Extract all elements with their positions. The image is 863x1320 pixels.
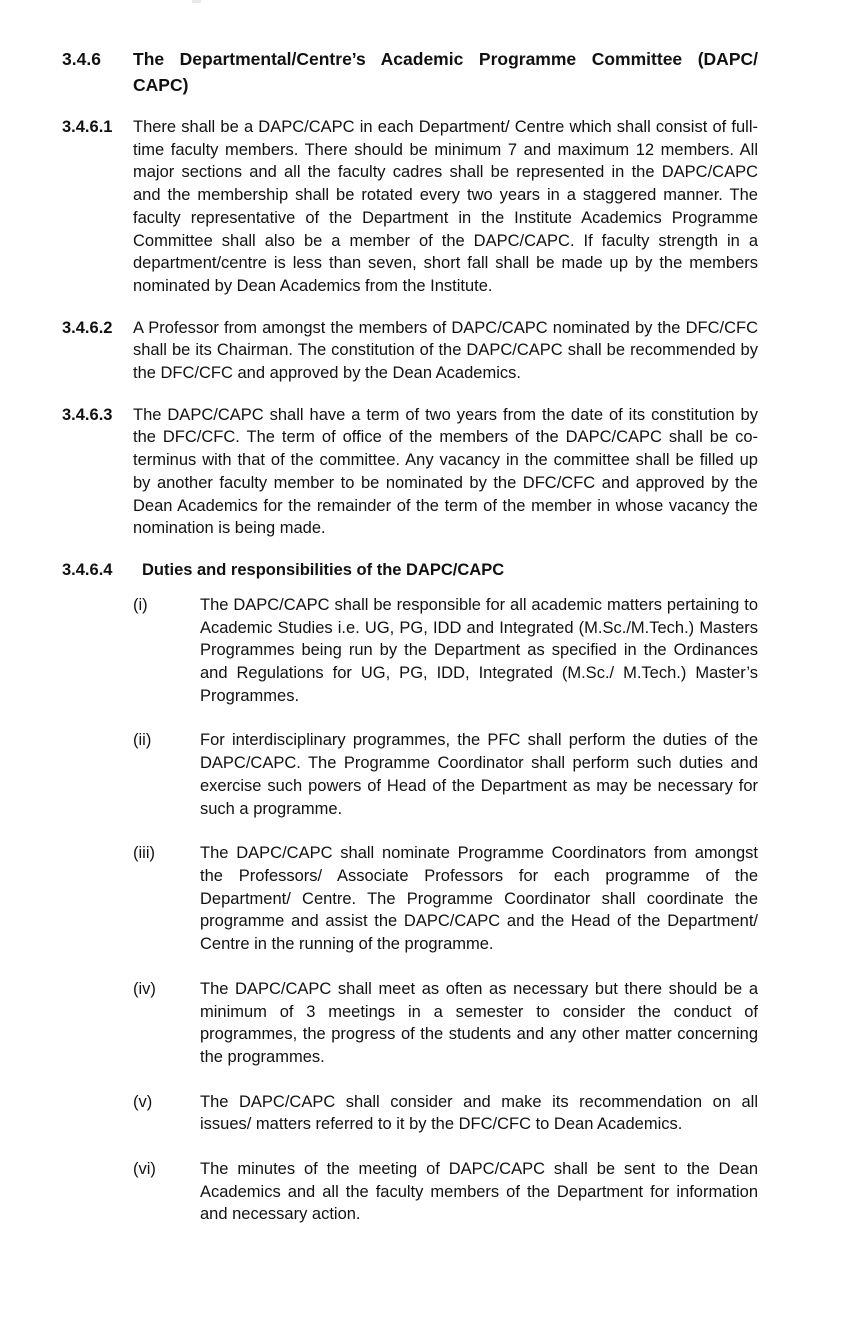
duty-item-ii	[133, 729, 758, 820]
duty-text: The DAPC/CAPC shall meet as often as necessary but there should be a minimum of 3 meetings in a semester to consider the conduct of programmes, the progress of the students and any other matter concerning the programmes.	[200, 979, 758, 1066]
clause-3-4-6-1	[62, 116, 758, 298]
clause-number: 3.4.6.2	[62, 318, 113, 337]
clause-number: 3.4.6.1	[62, 118, 113, 136]
duty-marker: (ii)	[133, 731, 152, 750]
duty-text: For interdisciplinary programmes, the PFC shall perform the duties of the DAPC/CAPC. The Programme Coordinator shall perform such duties and exercise such powers of Head of the Department as may be necessary for such a programme.	[200, 731, 758, 818]
section-heading-number: 3.4.6	[62, 49, 101, 69]
duty-item-vi	[133, 1158, 758, 1226]
clause-3-4-6-3	[62, 404, 758, 540]
section-heading	[62, 46, 758, 98]
section-heading-text: The Departmental/Centre’s Academic Programme Committee (DAPC/​CAPC)	[133, 49, 758, 95]
duty-item-i	[133, 594, 758, 708]
clause-text: The DAPC/CAPC shall have a term of two years from the date of its constitution by the DFC/CFC. The term of office of the members of the DAPC/CAPC shall be co-terminus with that of the committee. Any vacancy in the committee shall be filled up by another faculty member to be nominated by the DFC/​CFC and approved by the Dean Academics for the remainder of the term of the member in whose vacancy the nomination is being made.	[133, 405, 758, 538]
duty-text: The DAPC/CAPC shall be responsible for all academic matters pertaining to Academic Studies i.e. UG, PG, IDD and Integrated (M.Sc./M.Tech.) Masters Programmes being run by the Department as specified in the Ordinances and Regulations for UG, PG, IDD, Integrated (M.Sc./ M.Tech.) Master’s Programmes.	[200, 595, 758, 705]
duty-marker: (iv)	[133, 979, 156, 998]
duty-text: The DAPC/CAPC shall consider and make its recommendation on all issues/ matters referred to it by the DFC/CFC to Dean Academics.	[200, 1092, 758, 1134]
subsection-heading-text: Duties and responsibilities of the DAPC/CAPC	[142, 560, 505, 579]
duty-item-v	[133, 1091, 758, 1136]
duty-marker: (vi)	[133, 1160, 156, 1179]
duty-item-iv	[133, 978, 758, 1069]
duties-list	[62, 594, 758, 1226]
duty-item-iii	[133, 842, 758, 956]
duty-text: The DAPC/CAPC shall nominate Programme Coordinators from amongst the Professors/ Associate Professors for each programme of the Department/ Centre. The Programme Coordinator shall coordinate the programme and assist the DAPC/CAPC and the Head of the Department/ Centre in the running of the programme.	[200, 844, 758, 954]
duty-marker: (i)	[133, 595, 148, 614]
subsection-heading	[62, 559, 758, 582]
duty-text: The minutes of the meeting of DAPC/CAPC shall be sent to the Dean Academics and all the faculty members of the Department for information and necessary action.	[200, 1160, 758, 1224]
clause-text: There shall be a DAPC/CAPC in each Department/ Centre which shall consist of full-time faculty members. There should be minimum 7 and maximum 12 members. All major sections and all the faculty cadres shall be represented in the DAPC/CAPC and the membership shall be rotated every two years in a staggered manner. The faculty representative of the Department in the Institute Academics Programme Committee shall also be a member of the DAPC/CAPC. If faculty strength in a department/centre is less than seven, short fall shall be made up by the members nominated by Dean Academics from the Institute.	[133, 118, 758, 295]
duty-marker: (iii)	[133, 844, 155, 863]
stray-mark	[192, 0, 201, 3]
clause-text: A Professor from amongst the members of DAPC/CAPC nominated by the DFC/CFC shall be its Chairman. The constitution of the DAPC/CAPC shall be recommended by the DFC/CFC and approved by the Dean Academics.	[133, 318, 758, 383]
clause-number: 3.4.6.3	[62, 405, 113, 424]
clause-3-4-6-2	[62, 317, 758, 385]
duty-marker: (v)	[133, 1092, 153, 1111]
subsection-heading-number: 3.4.6.4	[62, 560, 113, 579]
